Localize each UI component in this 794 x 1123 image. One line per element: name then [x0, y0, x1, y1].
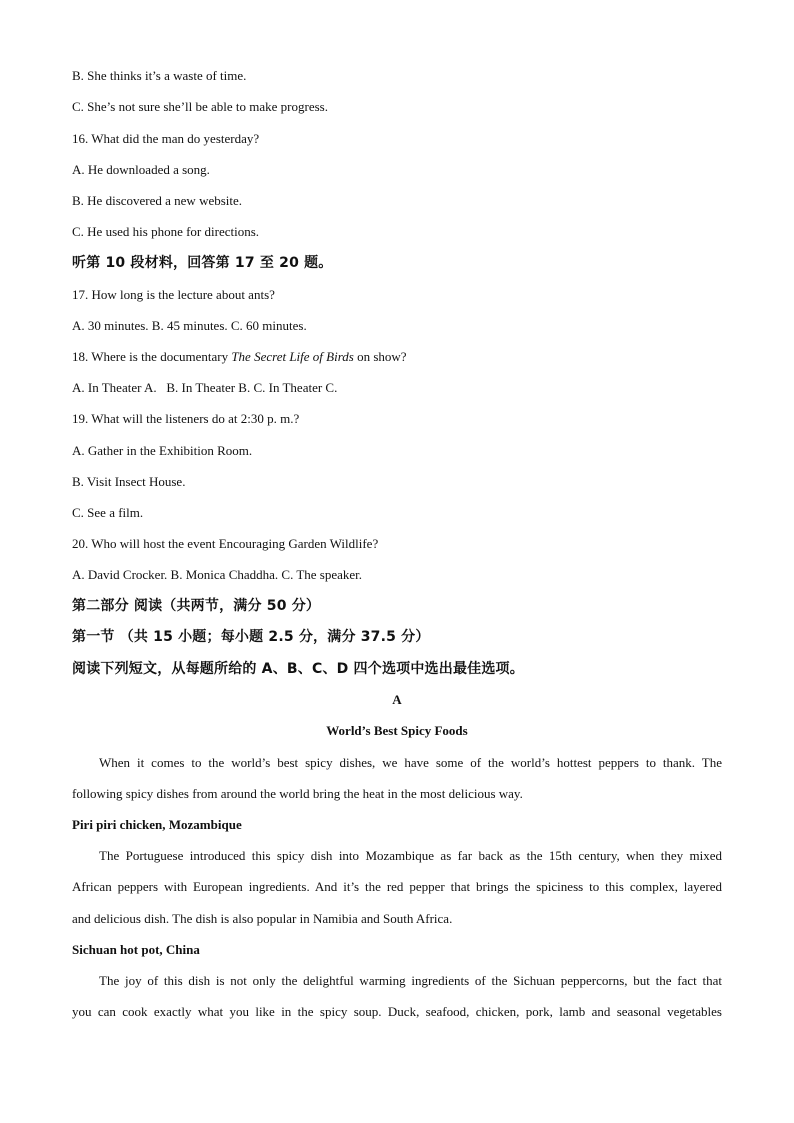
intro-line-1: When it comes to the world’s best spicy dishes, we have some of the world’s hottest peppers to thank. The — [99, 755, 722, 770]
q19-option-c: C. See a film. — [72, 505, 144, 520]
dish1-line-2: African peppers with European ingredients. And it’s the red pepper that brings the spiciness to this complex, layered — [72, 879, 722, 894]
q16-option-b: B. He discovered a new website. — [72, 193, 243, 208]
passage-title: World’s Best Spicy Foods — [326, 723, 468, 738]
intro-line-2: following spicy dishes from around the world bring the heat in the most delicious way. — [72, 786, 523, 801]
q18-question-suffix: on show? — [353, 349, 407, 364]
q18-documentary-title: The Secret Life of Birds — [231, 349, 354, 364]
q15-option-c: C. She’s not sure she’ll be able to make progress. — [72, 99, 328, 114]
q18-options: A. In Theater A. B. In Theater B. C. In Theater C. — [72, 380, 338, 395]
dish1-title: Piri piri chicken, Mozambique — [72, 817, 242, 832]
part2-header: 第二部分 阅读（共两节，满分 50 分） — [72, 598, 321, 614]
dish2-title: Sichuan hot pot, China — [72, 942, 200, 957]
q16-question: 16. What did the man do yesterday? — [72, 131, 260, 146]
passage-letter: A — [392, 692, 402, 707]
q18-question-prefix: 18. Where is the documentary — [72, 349, 232, 364]
q19-option-a: A. Gather in the Exhibition Room. — [72, 443, 253, 458]
dish2-line-2: you can cook exactly what you like in the spicy soup. Duck, seafood, chicken, pork, lamb and seasonal vegetables — [72, 1004, 722, 1019]
q20-options: A. David Crocker. B. Monica Chaddha. C. The speaker. — [72, 567, 363, 582]
q15-option-b: B. She thinks it’s a waste of time. — [72, 68, 247, 83]
reading-instruction: 阅读下列短文，从每题所给的 A、B、C、D 四个选项中选出最佳选项。 — [72, 661, 524, 677]
q17-question: 17. How long is the lecture about ants? — [72, 287, 275, 302]
q17-options: A. 30 minutes. B. 45 minutes. C. 60 minutes. — [72, 318, 307, 333]
dish1-line-3: and delicious dish. The dish is also popular in Namibia and South Africa. — [72, 911, 453, 926]
q19-option-b: B. Visit Insect House. — [72, 474, 186, 489]
section1-header: 第一节 （共 15 小题；每小题 2.5 分，满分 37.5 分） — [72, 629, 430, 645]
section10-header: 听第 10 段材料，回答第 17 至 20 题。 — [72, 255, 333, 271]
dish1-line-1: The Portuguese introduced this spicy dish into Mozambique as far back as the 15th century, when they mixed — [99, 848, 722, 863]
q18-question — [72, 349, 722, 365]
q20-question: 20. Who will host the event Encouraging Garden Wildlife? — [72, 536, 379, 551]
q16-option-c: C. He used his phone for directions. — [72, 224, 260, 239]
dish2-line-1: The joy of this dish is not only the delightful warming ingredients of the Sichuan peppercorns, but the fact that — [99, 973, 722, 988]
q16-option-a: A. He downloaded a song. — [72, 162, 210, 177]
q19-question: 19. What will the listeners do at 2:30 p. m.? — [72, 411, 300, 426]
